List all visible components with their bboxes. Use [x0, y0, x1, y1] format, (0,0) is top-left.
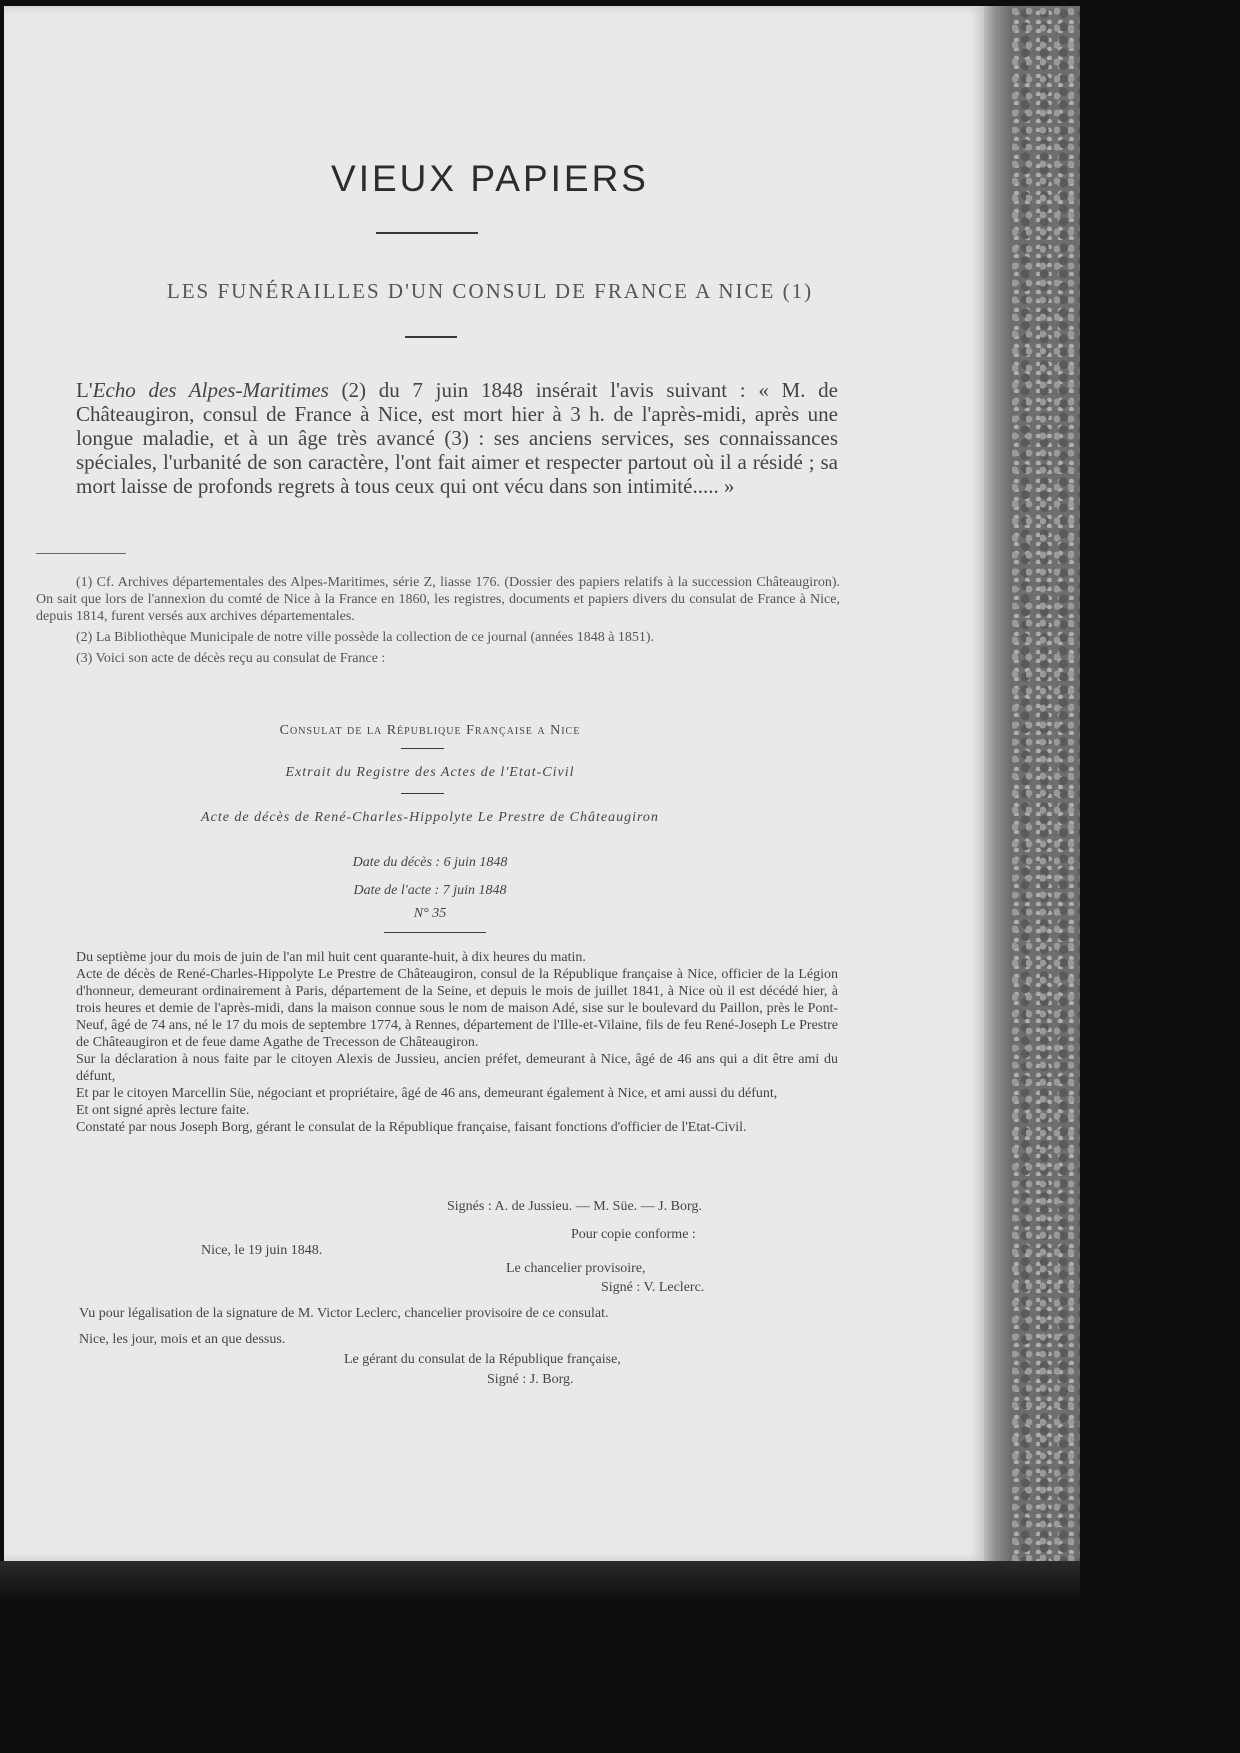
act-para-5: Et ont signé après lecture faite. — [76, 1103, 250, 1118]
extract-rule — [401, 793, 444, 794]
page-bottom-shadow — [0, 1561, 1080, 1601]
legalisation: Vu pour légalisation de la signature de M. Victor Leclerc, chancelier provisoire de ce consulat. — [79, 1306, 609, 1321]
intro-part-2: (2) du 7 juin 1848 insérait l'avis suivant : « M. de Châteaugiron, consul de France à Nice, est mort hier à 3 h. de l'après-midi, après une longue maladie, et à un âge très avancé (3) : ses anciens services, ses connaissances spéciales, l'urbanité de son caractère, l'ont fait aimer et respecter partout où il a résidé ; sa mort laisse de profonds regrets à tous ceux qui ont vécu dans son intimité..... » — [76, 378, 838, 498]
footnote-1: (1) Cf. Archives départementales des Alpes-Maritimes, série Z, liasse 176. (Dossier des papiers relatifs à la succession Châteaugiron). On sait que lors de l'annexion du comté de Nice à la France en 1860, les registres, documents et papiers divers du consulat de France à Nice, depuis 1814, furent versés aux archives départementales. — [36, 575, 840, 624]
footnote-rule — [36, 553, 126, 554]
place-date: Nice, le 19 juin 1848. — [201, 1243, 323, 1258]
chancellor-title: Le chancelier provisoire, — [506, 1261, 646, 1276]
newspaper-name: Echo des Alpes-Maritimes — [92, 378, 329, 402]
heading-rule — [401, 748, 444, 749]
gerant-signature: Signé : J. Borg. — [487, 1372, 574, 1387]
copy-conform: Pour copie conforme : — [571, 1227, 696, 1242]
act-para-4: Et par le citoyen Marcellin Süe, négociant et propriétaire, âgé de 46 ans, demeurant également à Nice, et ami aussi du défunt, — [76, 1086, 778, 1101]
register-extract: Extrait du Registre des Actes de l'Etat-Civil — [285, 765, 575, 780]
gerant-title: Le gérant du consulat de la République française, — [344, 1352, 621, 1367]
act-number: N° 35 — [413, 906, 447, 921]
signatures: Signés : A. de Jussieu. — M. Süe. — J. Borg. — [447, 1199, 702, 1214]
page-title: VIEUX PAPIERS — [331, 158, 649, 199]
chancellor-signature: Signé : V. Leclerc. — [601, 1280, 705, 1295]
intro-paragraph — [76, 378, 838, 498]
act-date: Date de l'acte : 7 juin 1848 — [353, 883, 507, 898]
footnote-3: (3) Voici son acte de décès reçu au consulat de France : — [76, 651, 386, 666]
nice-same-date: Nice, les jour, mois et an que dessus. — [79, 1332, 286, 1347]
footnotes — [36, 574, 840, 667]
number-rule — [384, 932, 486, 933]
death-date: Date du décès : 6 juin 1848 — [352, 855, 508, 870]
title-rule — [376, 232, 478, 234]
article-subtitle: LES FUNÉRAILLES D'UN CONSUL DE FRANCE A NICE (1) — [166, 279, 814, 303]
act-para-2: Acte de décès de René-Charles-Hippolyte Le Prestre de Châteaugiron, consul de la République française à Nice, officier de la Légion d'honneur, demeurant ordinairement à Paris, département de la Seine, et depuis le mois de juillet 1841, à Nice où il est décédé hier, à trois heures et demie de l'après-midi, dans la maison connue sous le nom de maison Adé, sise sur le boulevard du Paillon, près le Pont-Neuf, âgé de 74 ans, né le 17 du mois de septembre 1774, à Rennes, département de l'Ille-et-Vilaine, fils de feu René-Joseph Le Prestre de Châteaugiron et de feue dame Agathe de Trecesson de Châteaugiron. — [76, 967, 838, 1050]
death-act-text — [76, 949, 838, 1136]
act-para-6: Constaté par nous Joseph Borg, gérant le consulat de la République française, faisant fonctions d'officier de l'Etat-Civil. — [76, 1120, 747, 1135]
subtitle-rule — [405, 336, 457, 338]
footnote-2: (2) La Bibliothèque Municipale de notre ville possède la collection de ce journal (années 1848 à 1851). — [76, 630, 655, 645]
book-page — [4, 6, 984, 1561]
act-para-3: Sur la déclaration à nous faite par le citoyen Alexis de Jussieu, ancien préfet, demeurant à Nice, âgé de 46 ans qui a dit être ami du défunt, — [76, 1052, 838, 1084]
act-para-1: Du septième jour du mois de juin de l'an mil huit cent quarante-huit, à dix heures du matin. — [76, 950, 586, 965]
marbled-cover — [1012, 6, 1080, 1561]
act-title: Acte de décès de René-Charles-Hippolyte Le Prestre de Châteaugiron — [201, 810, 659, 825]
intro-part-1: L' — [76, 378, 93, 402]
book-spine — [984, 6, 1012, 1561]
certificate-heading: Consulat de la République Française a Nice — [279, 723, 581, 738]
